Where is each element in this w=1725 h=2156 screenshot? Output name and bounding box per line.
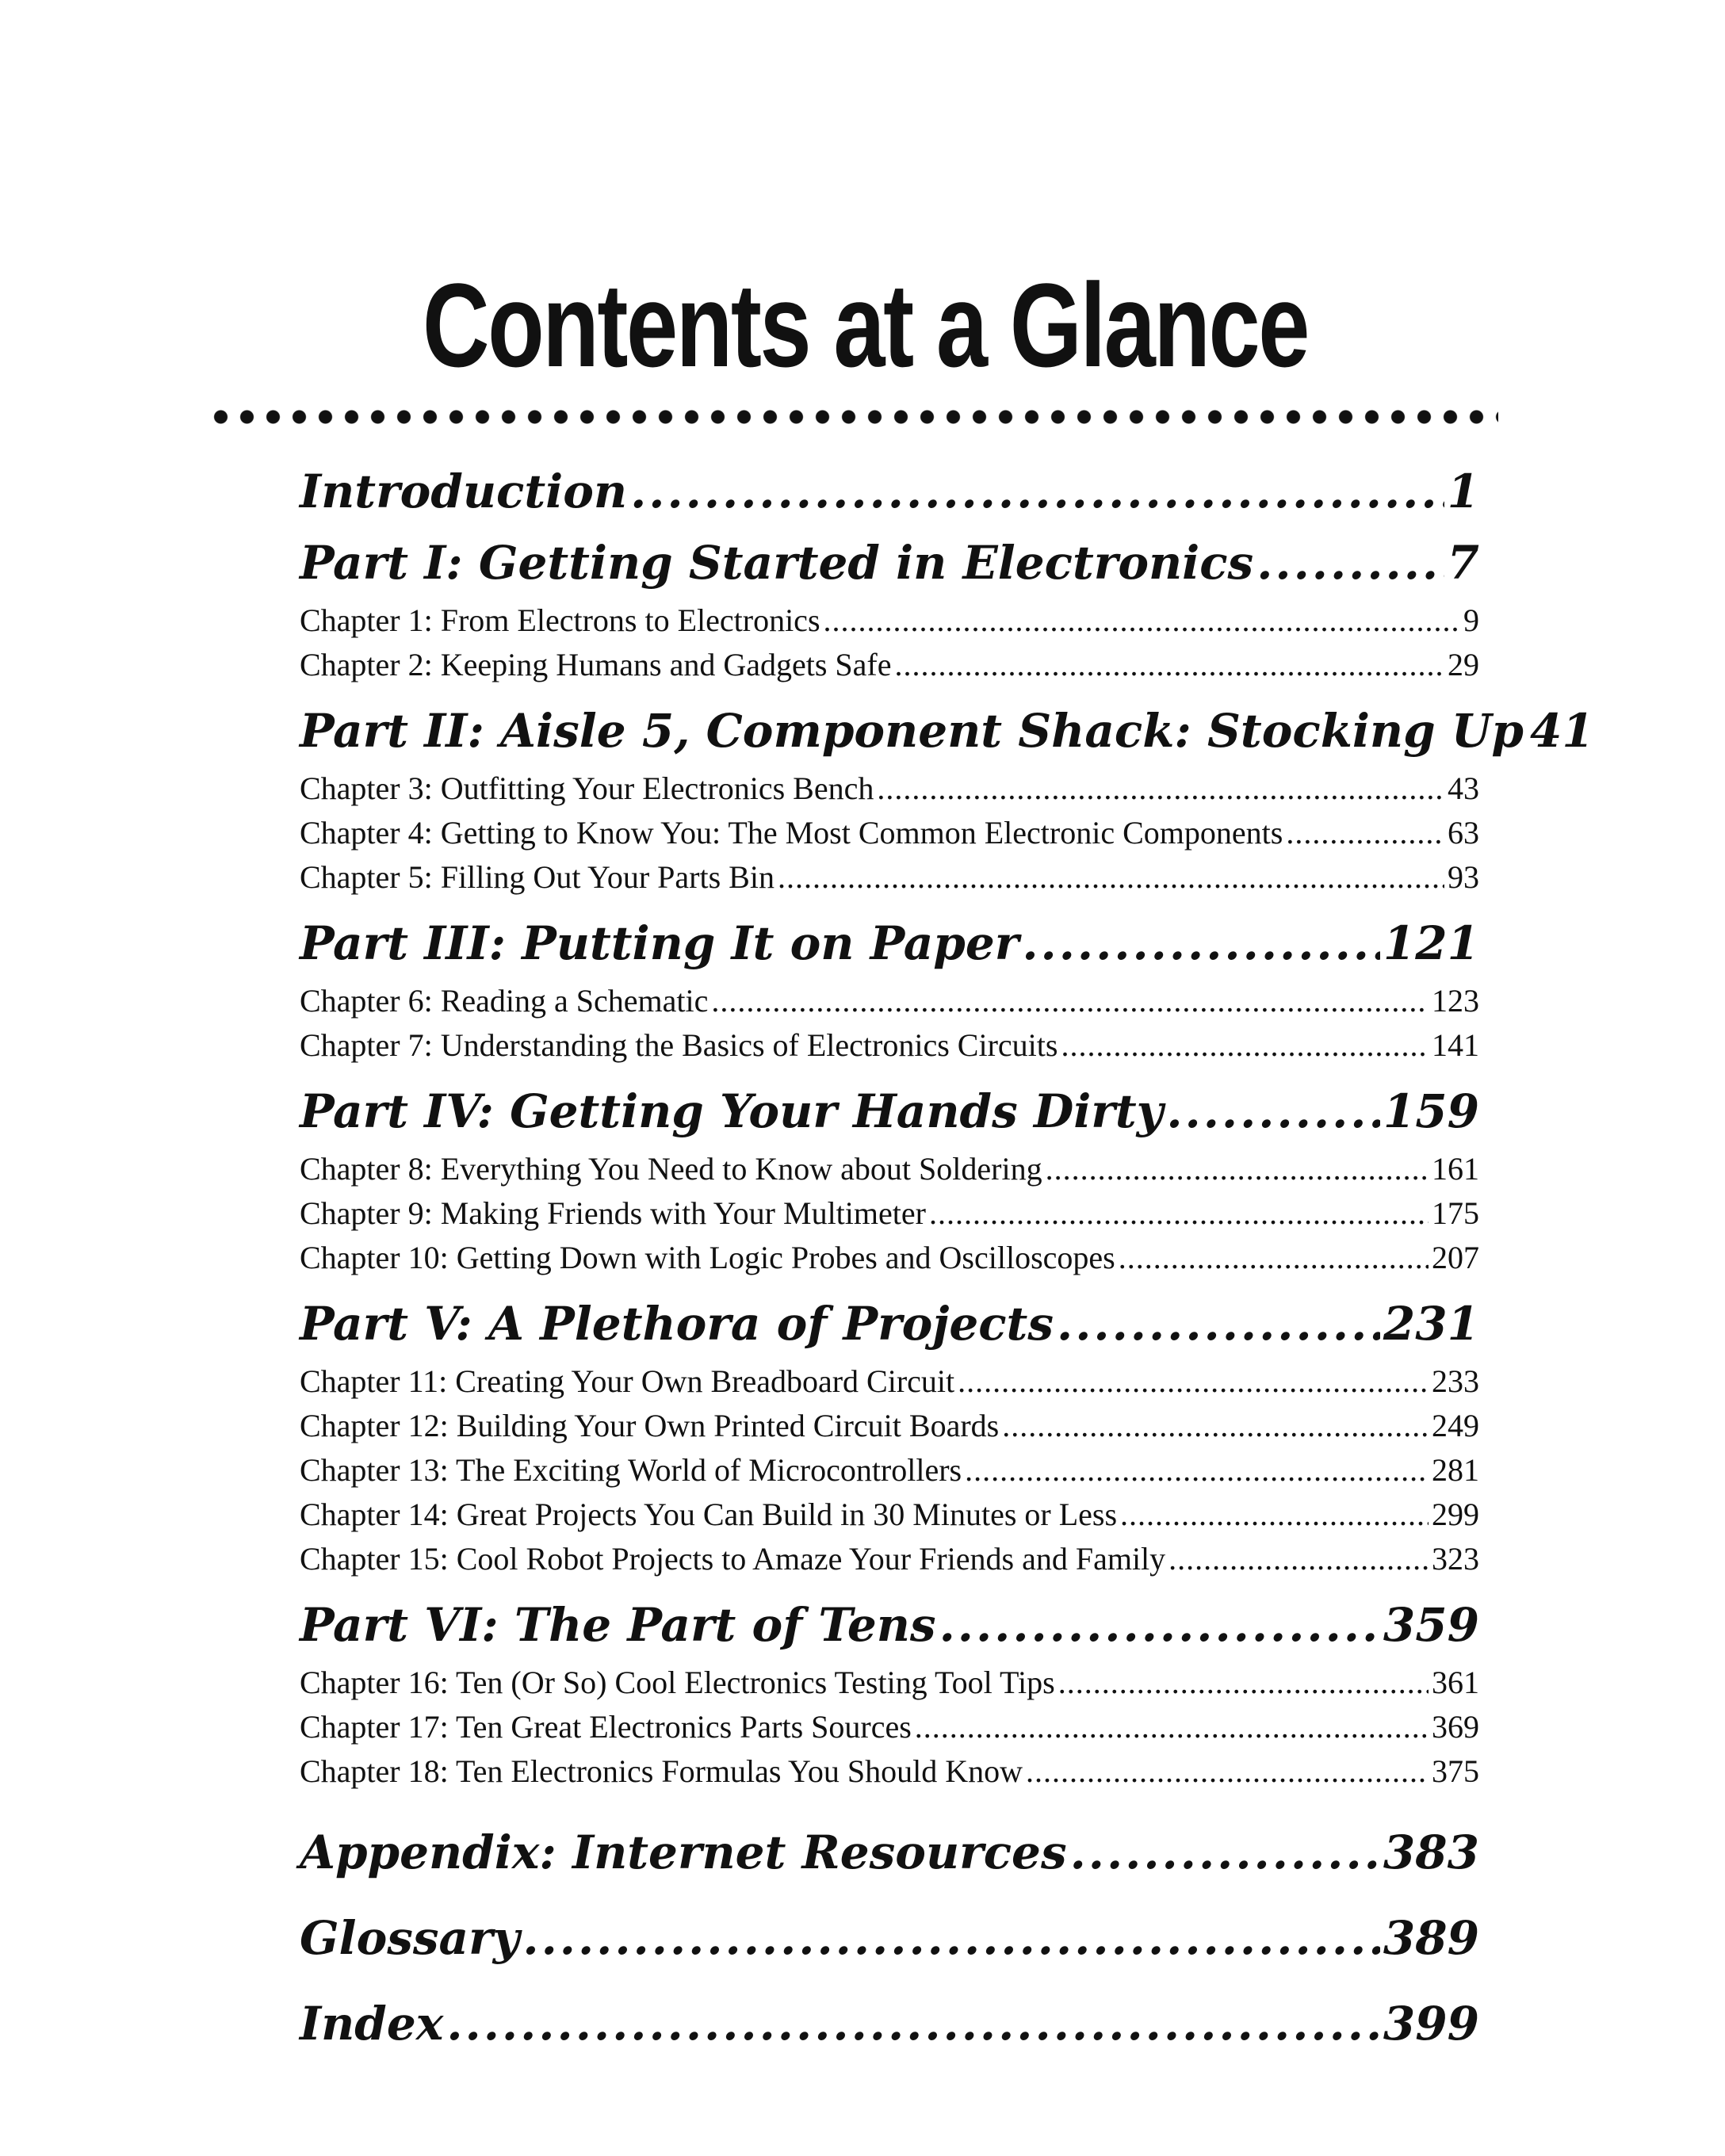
toc-entry-part-6[interactable] <box>300 1589 1479 1661</box>
page-title: Contents at a Glance <box>423 258 1309 392</box>
toc-entry-glossary[interactable] <box>300 1895 1479 1981</box>
dot-leader <box>522 1895 1380 1981</box>
part-page: 359 <box>1383 1598 1479 1652</box>
toc-entry-chapter-3[interactable] <box>300 766 1479 811</box>
chapter-page: 93 <box>1448 859 1479 895</box>
toc-entry-chapter-5[interactable] <box>300 855 1479 900</box>
chapter-page: 369 <box>1432 1709 1479 1745</box>
toc-entry-part-1[interactable] <box>300 527 1479 598</box>
chapter-page: 361 <box>1432 1665 1479 1700</box>
dot-leader <box>965 1448 1429 1493</box>
part-label: Part VI: The Part of Tens <box>300 1598 936 1652</box>
part-label: Part I: Getting Started in Electronics <box>300 536 1254 590</box>
dot-leader <box>1002 1404 1429 1448</box>
dot-leader <box>1070 1810 1380 1895</box>
toc-entry-chapter-10[interactable] <box>300 1236 1479 1280</box>
toc-entry-chapter-2[interactable] <box>300 643 1479 687</box>
toc-entry-chapter-14[interactable] <box>300 1493 1479 1537</box>
chapter-label: Chapter 6: Reading a Schematic <box>300 983 709 1019</box>
chapter-label: Chapter 1: From Electrons to Electronics <box>300 602 820 638</box>
dot-leader <box>778 855 1444 900</box>
dot-leader <box>939 1589 1380 1661</box>
toc-entry-chapter-4[interactable] <box>300 811 1479 855</box>
dot-leader <box>1022 908 1380 979</box>
chapter-label: Chapter 15: Cool Robot Projects to Amaze Your Friends and Family <box>300 1541 1166 1577</box>
chapter-page: 161 <box>1432 1151 1479 1187</box>
chapter-label: Chapter 18: Ten Electronics Formulas You Should Know <box>300 1753 1023 1789</box>
dot-leader <box>711 979 1429 1023</box>
toc-entry-part-2[interactable] <box>300 695 1594 766</box>
dot-leader <box>1119 1236 1429 1280</box>
chapter-label: Chapter 5: Filling Out Your Parts Bin <box>300 859 775 895</box>
entry-page: 383 <box>1383 1825 1479 1879</box>
toc-entry-chapter-13[interactable] <box>300 1448 1479 1493</box>
part-label: Part III: Putting It on Paper <box>300 916 1019 970</box>
toc-entry-index[interactable] <box>300 1981 1479 2066</box>
toc-entry-part-4[interactable] <box>300 1076 1479 1147</box>
part-page: 159 <box>1383 1084 1479 1138</box>
table-of-contents <box>300 456 1594 2066</box>
dot-leader <box>958 1359 1429 1404</box>
entry-page: 399 <box>1383 1997 1479 2051</box>
toc-entry-chapter-15[interactable] <box>300 1537 1479 1581</box>
chapter-page: 299 <box>1432 1497 1479 1532</box>
chapter-label: Chapter 8: Everything You Need to Know about Soldering <box>300 1151 1042 1187</box>
part-page: 231 <box>1383 1297 1479 1351</box>
toc-entry-chapter-16[interactable] <box>300 1661 1479 1705</box>
part-page: 41 <box>1529 704 1594 758</box>
chapter-page: 63 <box>1448 815 1479 851</box>
dot-leader <box>824 598 1460 643</box>
chapter-label: Chapter 9: Making Friends with Your Multimeter <box>300 1195 926 1231</box>
chapter-label: Chapter 11: Creating Your Own Breadboard Circuit <box>300 1363 955 1399</box>
dot-leader <box>929 1191 1429 1236</box>
toc-entry-chapter-18[interactable] <box>300 1749 1479 1794</box>
dot-leader <box>894 643 1444 687</box>
chapter-page: 141 <box>1432 1027 1479 1063</box>
part-label: Part V: A Plethora of Projects <box>300 1297 1054 1351</box>
chapter-label: Chapter 10: Getting Down with Logic Probes and Oscilloscopes <box>300 1240 1115 1275</box>
chapter-page: 323 <box>1432 1541 1479 1577</box>
toc-entry-chapter-17[interactable] <box>300 1705 1479 1749</box>
toc-entry-chapter-7[interactable] <box>300 1023 1479 1068</box>
chapter-label: Chapter 17: Ten Great Electronics Parts Sources <box>300 1709 912 1745</box>
chapter-label: Chapter 3: Outfitting Your Electronics Bench <box>300 770 874 806</box>
chapter-page: 9 <box>1463 602 1479 638</box>
chapter-page: 281 <box>1432 1452 1479 1488</box>
toc-entry-chapter-1[interactable] <box>300 598 1479 643</box>
chapter-page: 43 <box>1448 770 1479 806</box>
chapter-page: 233 <box>1432 1363 1479 1399</box>
dot-leader <box>1058 1661 1429 1705</box>
dot-leader <box>877 766 1444 811</box>
chapter-page: 123 <box>1432 983 1479 1019</box>
toc-entry-chapter-8[interactable] <box>300 1147 1479 1191</box>
dot-leader <box>1057 1288 1380 1359</box>
entry-label: Introduction <box>300 464 628 518</box>
toc-entry-chapter-11[interactable] <box>300 1359 1479 1404</box>
dot-leader <box>1026 1749 1429 1794</box>
dot-leader <box>1061 1023 1429 1068</box>
chapter-page: 249 <box>1432 1408 1479 1443</box>
toc-entry-chapter-6[interactable] <box>300 979 1479 1023</box>
toc-entry-part-3[interactable] <box>300 908 1479 979</box>
dot-leader <box>1168 1537 1429 1581</box>
chapter-label: Chapter 2: Keeping Humans and Gadgets Safe <box>300 647 892 682</box>
entry-label: Appendix: Internet Resources <box>300 1825 1067 1879</box>
dot-leader <box>1046 1147 1429 1191</box>
entry-label: Index <box>300 1997 444 2051</box>
dotted-rule <box>208 408 1498 426</box>
chapter-label: Chapter 7: Understanding the Basics of Electronics Circuits <box>300 1027 1058 1063</box>
chapter-label: Chapter 4: Getting to Know You: The Most Common Electronic Components <box>300 815 1283 851</box>
dot-leader <box>1256 527 1444 598</box>
chapter-label: Chapter 14: Great Projects You Can Build in 30 Minutes or Less <box>300 1497 1118 1532</box>
chapter-label: Chapter 12: Building Your Own Printed Circuit Boards <box>300 1408 1000 1443</box>
dot-leader <box>446 1981 1380 2066</box>
chapter-page: 207 <box>1432 1240 1479 1275</box>
toc-entry-chapter-9[interactable] <box>300 1191 1479 1236</box>
part-label: Part IV: Getting Your Hands Dirty <box>300 1084 1164 1138</box>
entry-label: Glossary <box>300 1911 520 1965</box>
dot-leader <box>1286 811 1444 855</box>
toc-entry-introduction[interactable] <box>300 456 1479 527</box>
chapter-page: 175 <box>1432 1195 1479 1231</box>
chapter-page: 375 <box>1432 1753 1479 1789</box>
part-page: 7 <box>1447 536 1479 590</box>
part-page: 121 <box>1383 916 1479 970</box>
dot-leader <box>630 456 1444 527</box>
part-label: Part II: Aisle 5, Component Shack: Stocking Up <box>300 704 1524 758</box>
toc-entry-part-5[interactable] <box>300 1288 1479 1359</box>
chapter-label: Chapter 13: The Exciting World of Microcontrollers <box>300 1452 962 1488</box>
dot-leader <box>915 1705 1429 1749</box>
entry-page: 389 <box>1383 1911 1479 1965</box>
chapter-label: Chapter 16: Ten (Or So) Cool Electronics Testing Tool Tips <box>300 1665 1055 1700</box>
dot-leader <box>1120 1493 1429 1537</box>
toc-entry-chapter-12[interactable] <box>300 1404 1479 1448</box>
toc-entry-appendix[interactable] <box>300 1810 1479 1895</box>
chapter-page: 29 <box>1448 647 1479 682</box>
entry-page: 1 <box>1447 464 1479 518</box>
dot-leader <box>1166 1076 1380 1147</box>
